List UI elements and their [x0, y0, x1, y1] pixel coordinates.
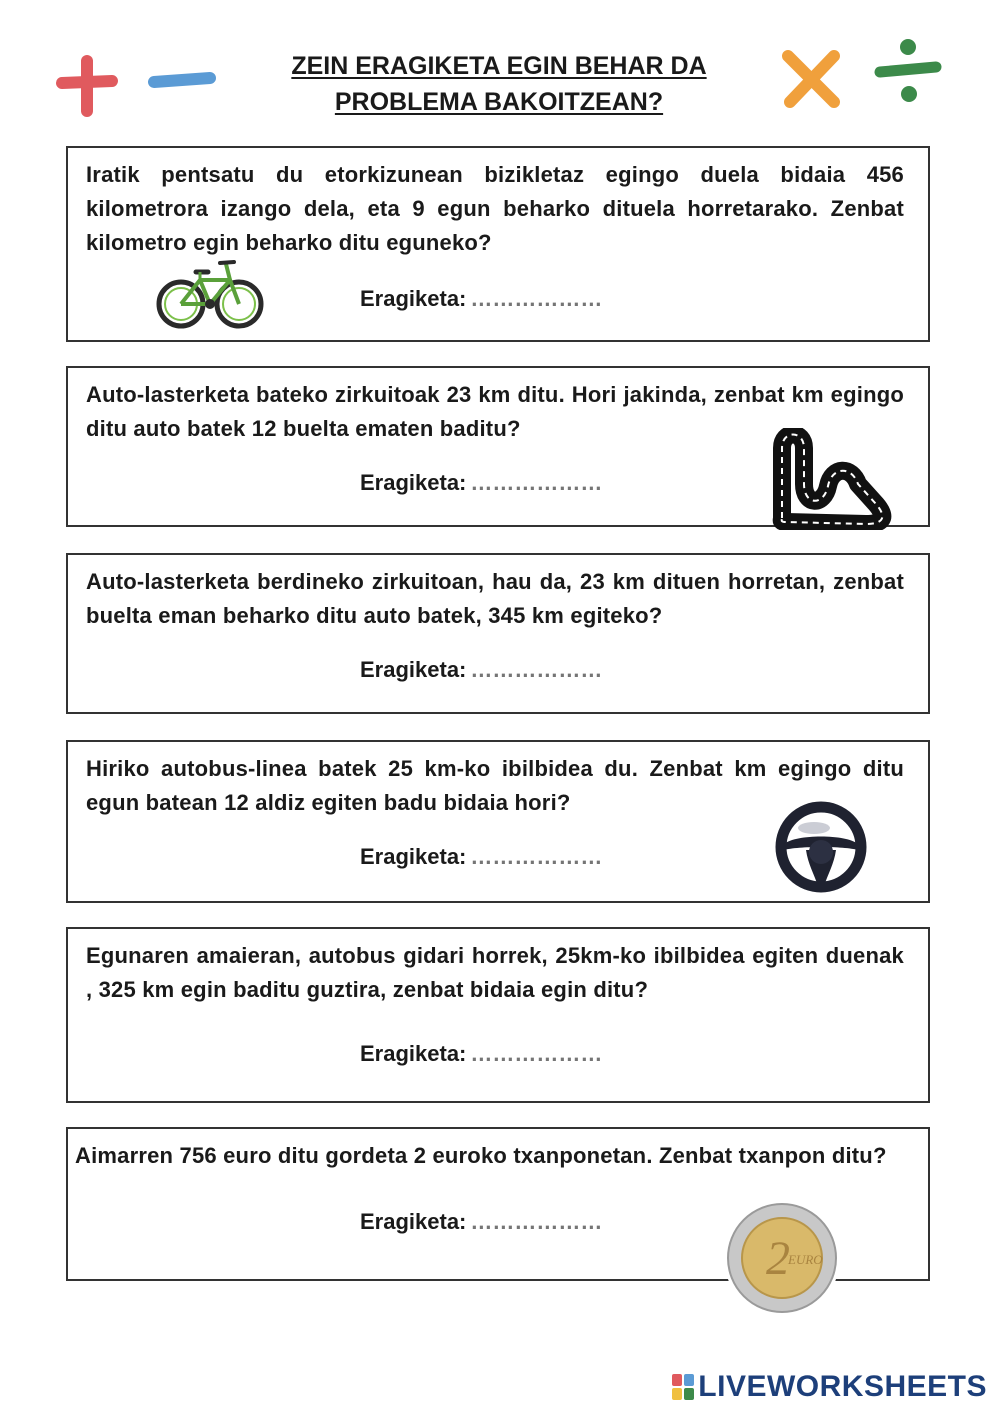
answer-row-1	[360, 286, 630, 312]
brand-logo-icon	[672, 1374, 694, 1400]
problem-box-1	[66, 146, 930, 342]
problem-box-2	[66, 366, 930, 527]
problem-text-4: Hiriko autobus-linea batek 25 km-ko ibilbidea du. Zenbat km egingo ditu egun batean 12 aldiz egiten badu bidaia hori?	[86, 756, 904, 815]
bicycle-icon	[156, 256, 264, 332]
problem-text-3: Auto-lasterketa berdineko zirkuitoan, hau da, 23 km dituen horretan, zenbat buelta eman beharko ditu auto batek, 345 km egiteko?	[86, 569, 904, 628]
problem-text-5: Egunaren amaieran, autobus gidari horrek, 25km-ko ibilbidea egiten duenak , 325 km egin baditu guztira, zenbat bidaia egin ditu?	[86, 943, 904, 1002]
problem-box-5	[66, 927, 930, 1103]
brand-logo	[672, 1370, 987, 1404]
multiply-icon	[780, 48, 842, 110]
answer-input-1[interactable]	[470, 286, 630, 312]
coin-value: 2	[766, 1232, 790, 1285]
answer-input-2[interactable]	[470, 470, 630, 496]
page-title	[230, 48, 768, 120]
answer-input-4[interactable]	[470, 844, 630, 870]
answer-label: Eragiketa:	[360, 844, 467, 869]
problem-text-2: Auto-lasterketa bateko zirkuitoak 23 km ditu. Hori jakinda, zenbat km egingo ditu auto batek 12 buelta ematen baditu?	[86, 382, 904, 441]
problem-text-1: Iratik pentsatu du etorkizunean bizikletaz egingo duela bidaia 456 kilometrora izango dela, eta 9 egun beharko dituela horretarako. Zenbat kilometro egin beharko ditu eguneko?	[86, 162, 904, 255]
problem-text-6: Aimarren 756 euro ditu gordeta 2 euroko txanponetan. Zenbat txanpon ditu?	[75, 1143, 887, 1168]
two-euro-coin-icon	[722, 1198, 842, 1318]
title-line-2: PROBLEMA BAKOITZEAN?	[334, 88, 664, 116]
answer-row-3	[360, 657, 630, 683]
answer-row-6	[360, 1209, 630, 1235]
answer-row-5	[360, 1041, 630, 1067]
answer-label: Eragiketa:	[360, 1209, 467, 1234]
minus-icon	[146, 68, 218, 92]
answer-row-2	[360, 470, 630, 496]
problem-box-4	[66, 740, 930, 903]
brand-text: LIVEWORKSHEETS	[698, 1370, 987, 1403]
steering-wheel-icon	[774, 800, 868, 894]
answer-label: Eragiketa:	[360, 657, 467, 682]
answer-row-4	[360, 844, 630, 870]
answer-label: Eragiketa:	[360, 470, 467, 495]
problem-box-3	[66, 553, 930, 714]
divide-icon	[870, 34, 946, 108]
answer-label: Eragiketa:	[360, 1041, 467, 1066]
title-line-1: ZEIN ERAGIKETA EGIN BEHAR DA	[291, 52, 707, 80]
answer-label: Eragiketa:	[360, 286, 467, 311]
coin-label: EURO	[788, 1252, 823, 1267]
answer-input-3[interactable]	[470, 657, 630, 683]
answer-input-5[interactable]	[470, 1041, 630, 1067]
race-track-icon	[766, 428, 894, 530]
plus-icon	[56, 55, 118, 117]
answer-input-6[interactable]	[470, 1209, 630, 1235]
